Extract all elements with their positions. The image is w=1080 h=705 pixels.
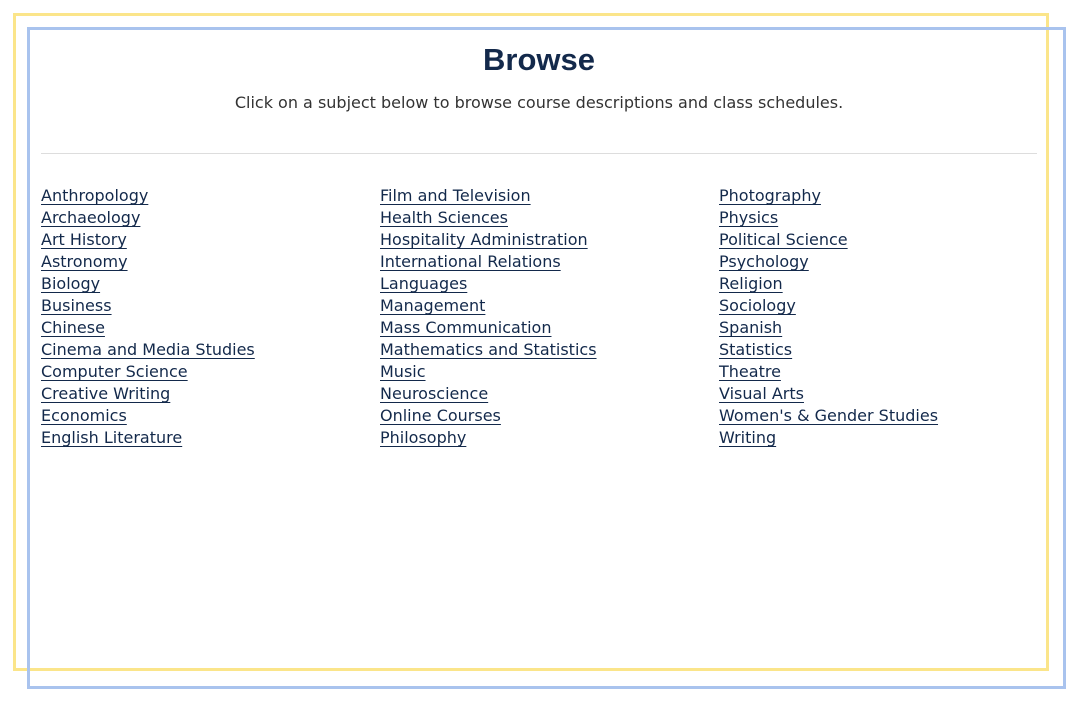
subject-link[interactable]: Visual Arts bbox=[719, 384, 804, 403]
subject-link[interactable]: Mass Communication bbox=[380, 318, 552, 337]
subject-grid bbox=[41, 185, 1037, 447]
subject-link[interactable]: Astronomy bbox=[41, 252, 128, 271]
subject-link[interactable]: Management bbox=[380, 296, 486, 315]
subject-link[interactable]: Biology bbox=[41, 274, 101, 293]
subject-link[interactable]: Music bbox=[380, 362, 426, 381]
subject-link[interactable]: Film and Television bbox=[380, 186, 531, 205]
subject-link[interactable]: Online Courses bbox=[380, 406, 501, 425]
subject-link[interactable]: Business bbox=[41, 296, 112, 315]
subject-link[interactable]: Sociology bbox=[719, 296, 796, 315]
browse-panel bbox=[41, 30, 1037, 447]
subject-link[interactable]: Political Science bbox=[719, 230, 848, 249]
subject-link[interactable]: Hospitality Administration bbox=[380, 230, 588, 249]
subject-link[interactable]: International Relations bbox=[380, 252, 561, 271]
subject-link[interactable]: Health Sciences bbox=[380, 208, 508, 227]
subject-link[interactable]: Physics bbox=[719, 208, 779, 227]
subject-link[interactable]: Cinema and Media Studies bbox=[41, 340, 255, 359]
subject-link[interactable]: Philosophy bbox=[380, 428, 467, 447]
subject-column-1 bbox=[41, 185, 380, 447]
subject-link[interactable]: Psychology bbox=[719, 252, 809, 271]
subject-link[interactable]: Women's & Gender Studies bbox=[719, 406, 939, 425]
subject-column-2 bbox=[380, 185, 719, 447]
subject-link[interactable]: Photography bbox=[719, 186, 821, 205]
subject-link[interactable]: Spanish bbox=[719, 318, 783, 337]
subject-column-3 bbox=[719, 185, 1037, 447]
divider bbox=[41, 153, 1037, 154]
subject-link[interactable]: English Literature bbox=[41, 428, 183, 447]
subject-link[interactable]: Art History bbox=[41, 230, 127, 249]
subject-link[interactable]: Theatre bbox=[719, 362, 781, 381]
subject-link[interactable]: Statistics bbox=[719, 340, 793, 359]
subject-link[interactable]: Languages bbox=[380, 274, 468, 293]
page-title: Browse bbox=[483, 42, 595, 77]
page-subtitle: Click on a subject below to browse course descriptions and class schedules. bbox=[234, 93, 844, 112]
subject-link[interactable]: Mathematics and Statistics bbox=[380, 340, 597, 359]
subject-link[interactable]: Religion bbox=[719, 274, 783, 293]
subject-link[interactable]: Computer Science bbox=[41, 362, 188, 381]
subject-link[interactable]: Economics bbox=[41, 406, 127, 425]
subject-link[interactable]: Archaeology bbox=[41, 208, 141, 227]
subject-link[interactable]: Anthropology bbox=[41, 186, 149, 205]
subject-link[interactable]: Neuroscience bbox=[380, 384, 489, 403]
subject-link[interactable]: Writing bbox=[719, 428, 777, 447]
subject-link[interactable]: Creative Writing bbox=[41, 384, 171, 403]
subject-link[interactable]: Chinese bbox=[41, 318, 105, 337]
